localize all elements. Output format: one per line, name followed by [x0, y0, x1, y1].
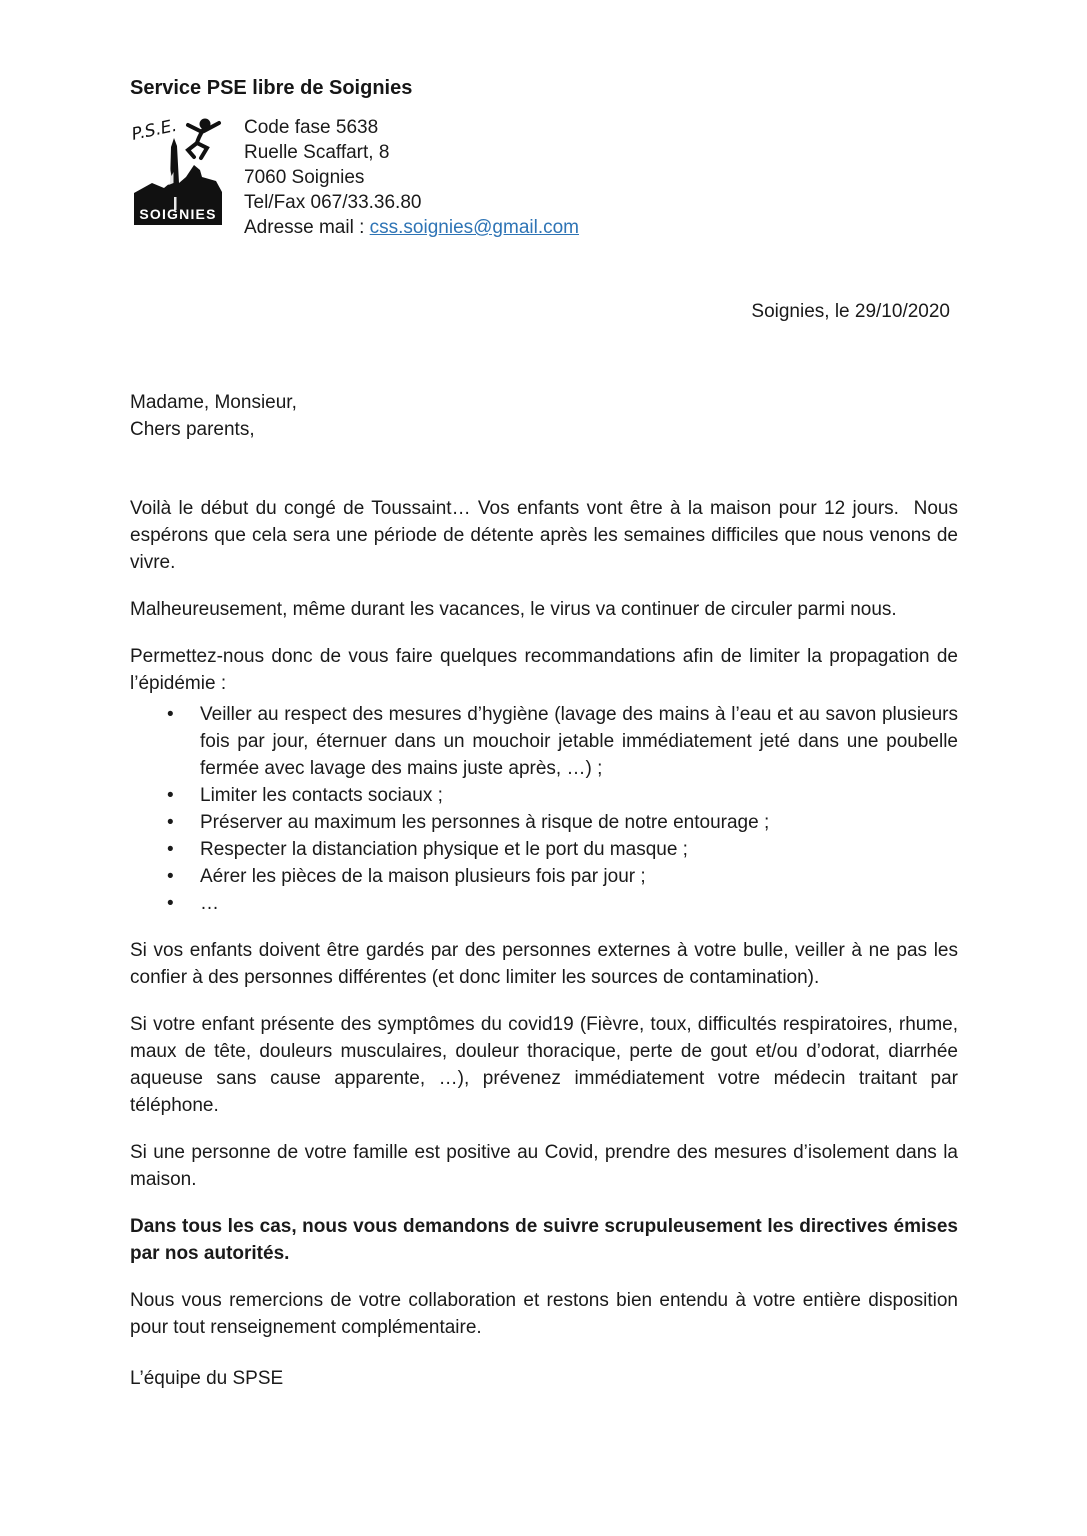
bullet-icon: •	[167, 893, 174, 914]
list-item-text: Veiller au respect des mesures d’hygiène (lavage des mains à l’eau et au savon plusieurs fois par jour, éternuer dans un mouchoir jetable immédiatement jeté dans une poubelle fermée avec lavage des mains juste après, …) ;	[200, 704, 964, 779]
contact-email-line	[244, 215, 579, 240]
logo-city-text: SOIGNIES	[139, 206, 217, 222]
list-item	[130, 701, 964, 782]
list-item-text: Limiter les contacts sociaux ;	[200, 785, 443, 806]
dateline: Soignies, le 29/10/2020	[751, 301, 950, 322]
contact-street: Ruelle Scaffart, 8	[244, 142, 390, 163]
paragraph-symptomes: Si votre enfant présente des symptômes du covid19 (Fièvre, toux, difficultés respiratoires, rhume, maux de tête, douleurs musculaires, douleur thoracique, perte de gout et/ou d’odorat, diarrhée aqueuse sans cause apparente, …), prévenez immédiatement votre médecin traitant par téléphone.	[130, 1014, 964, 1116]
paragraph-conge: Voilà le début du congé de Toussaint… Vos enfants vont être à la maison pour 12 jours. Nous espérons que cela sera une période de détente après les semaines difficiles que nous venons de vivre.	[130, 498, 964, 573]
contact-block	[244, 113, 579, 240]
list-item	[130, 890, 958, 917]
contact-code-fase: Code fase 5638	[244, 117, 379, 138]
signature: L’équipe du SPSE	[130, 1368, 284, 1389]
organization-title: Service PSE libre de Soignies	[130, 77, 413, 99]
bullet-icon: •	[167, 785, 174, 806]
list-item	[130, 809, 958, 836]
salutation-line-2: Chers parents,	[130, 419, 255, 440]
bullet-icon: •	[167, 812, 174, 833]
list-item	[130, 836, 958, 863]
bullet-icon: •	[167, 866, 174, 887]
letterhead	[130, 113, 958, 240]
logo-pse-text: P.S.E.	[130, 115, 179, 145]
pse-soignies-logo	[130, 113, 226, 231]
email-link[interactable]: css.soignies@gmail.com	[369, 217, 580, 238]
list-item-text: Aérer les pièces de la maison plusieurs fois par jour ;	[200, 866, 646, 887]
jumping-child-icon	[188, 119, 219, 159]
paragraph-virus: Malheureusement, même durant les vacances, le virus va continuer de circuler parmi nous.	[130, 599, 897, 620]
bullet-icon: •	[167, 839, 174, 860]
pse-soignies-logo-icon	[130, 113, 226, 231]
salutation	[130, 389, 958, 443]
paragraph-remerciements: Nous vous remercions de votre collaboration et restons bien entendu à votre entière disposition pour tout renseignement complémentaire.	[130, 1290, 964, 1338]
list-item	[130, 782, 958, 809]
paragraph-positive: Si une personne de votre famille est positive au Covid, prendre des mesures d’isolement dans la maison.	[130, 1142, 964, 1190]
salutation-line-1: Madame, Monsieur,	[130, 392, 297, 413]
list-item-text: …	[200, 893, 219, 914]
contact-telfax: Tel/Fax 067/33.36.80	[244, 192, 422, 213]
list-item	[130, 863, 958, 890]
list-item-text: Respecter la distanciation physique et le port du masque ;	[200, 839, 688, 860]
paragraph-directives: Dans tous les cas, nous vous demandons de suivre scrupuleusement les directives émises par nos autorités.	[130, 1216, 964, 1264]
list-item-text: Préserver au maximum les personnes à risque de notre entourage ;	[200, 812, 770, 833]
contact-city: 7060 Soignies	[244, 167, 365, 188]
paragraph-garde: Si vos enfants doivent être gardés par des personnes externes à votre bulle, veiller à ne pas les confier à des personnes différentes (et donc limiter les sources de contamination).	[130, 940, 964, 988]
paragraph-recommandations: Permettez-nous donc de vous faire quelques recommandations afin de limiter la propagation de l’épidémie :	[130, 646, 964, 694]
recommendations-list	[130, 701, 964, 917]
bullet-icon: •	[167, 704, 174, 725]
email-label: Adresse mail :	[244, 217, 370, 238]
